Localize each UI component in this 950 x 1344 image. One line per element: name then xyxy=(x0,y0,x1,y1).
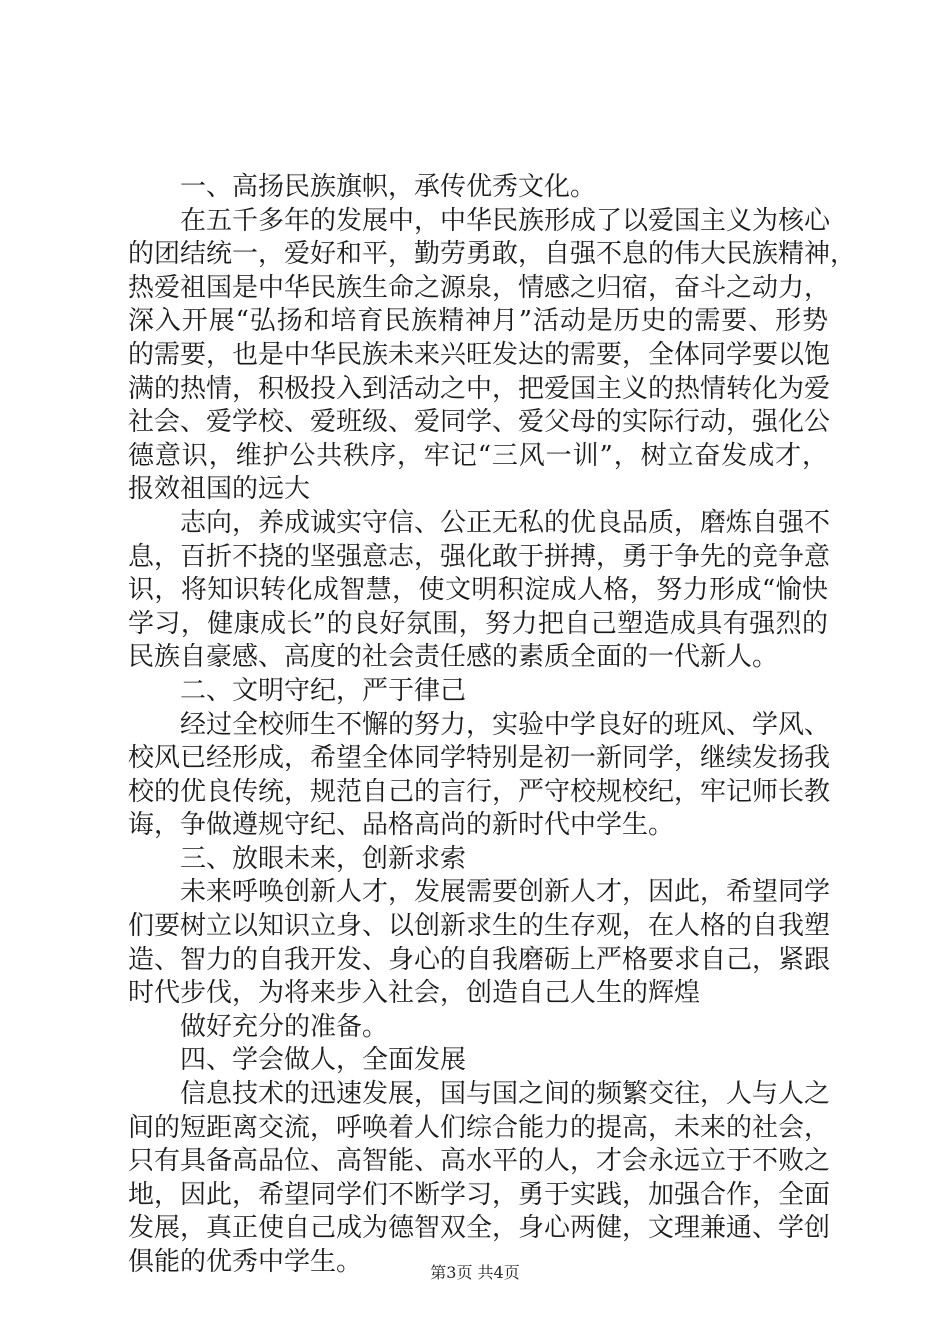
paragraph-line: 只有具备高品位、高智能、高水平的人，才会永远立于不败之 xyxy=(128,1146,831,1177)
paragraph-line: 俱能的优秀中学生。 xyxy=(128,1247,363,1277)
section-heading: 三、放眼未来，创新求索 xyxy=(180,843,467,874)
paragraph-line: 的团结统一，爱好和平，勤劳勇敢，自强不息的伟大民族精神， xyxy=(128,239,857,270)
paragraph-line: 经过全校师生不懈的努力，实验中学良好的班风、学风、 xyxy=(180,709,831,740)
paragraph-line: 识，将知识转化成智慧，使文明积淀成人格，努力形成“愉快 xyxy=(128,575,828,606)
paragraph-line: 做好充分的准备。 xyxy=(180,1011,389,1042)
paragraph-line: 校风已经形成，希望全体同学特别是初一新同学，继续发扬我 xyxy=(128,743,831,774)
page-footer: 第3页 共4页 xyxy=(430,1263,520,1282)
paragraph-line: 在五千多年的发展中，中华民族形成了以爱国主义为核心 xyxy=(180,205,831,236)
section-heading: 一、高扬民族旗帜，承传优秀文化。 xyxy=(180,172,597,202)
paragraph-line: 德意识，维护公共秩序，牢记“三风一训”，树立奋发成才， xyxy=(128,440,828,471)
paragraph-line: 报效祖国的远大 xyxy=(128,474,311,505)
paragraph-line: 学习，健康成长”的良好氛围，努力把自己塑造成具有强烈的 xyxy=(128,608,828,639)
section-heading: 二、文明守纪，严于律己 xyxy=(180,675,467,706)
paragraph-line: 的需要，也是中华民族未来兴旺发达的需要，全体同学要以饱 xyxy=(128,339,831,370)
paragraph-line: 造、智力的自我开发、身心的自我磨砺上严格要求自己，紧跟 xyxy=(128,944,831,975)
paragraph-line: 志向，养成诚实守信、公正无私的优良品质，磨炼自强不 xyxy=(180,507,831,538)
paragraph-line: 满的热情，积极投入到活动之中，把爱国主义的热情转化为爱 xyxy=(128,373,831,404)
paragraph-line: 热爱祖国是中华民族生命之源泉，情感之归宿，奋斗之动力， xyxy=(128,272,831,303)
document-body xyxy=(128,171,857,1280)
paragraph-line: 未来呼唤创新人才，发展需要创新人才，因此，希望同学 xyxy=(180,877,831,908)
paragraph-line: 社会、爱学校、爱班级、爱同学、爱父母的实际行动，强化公 xyxy=(128,407,831,438)
paragraph-line: 校的优良传统，规范自己的言行，严守校规校纪，牢记师长教 xyxy=(128,776,831,807)
paragraph-line: 深入开展“弘扬和培育民族精神月”活动是历史的需要、形势 xyxy=(128,306,828,337)
section-heading: 四、学会做人，全面发展 xyxy=(180,1045,467,1076)
paragraph-line: 间的短距离交流，呼唤着人们综合能力的提高，未来的社会， xyxy=(128,1112,831,1143)
paragraph-line: 诲，争做遵规守纪、品格高尚的新时代中学生。 xyxy=(128,810,675,841)
paragraph-line: 息，百折不挠的坚强意志，强化敢于拼搏，勇于争先的竞争意 xyxy=(128,541,831,572)
paragraph-line: 信息技术的迅速发展，国与国之间的频繁交往，人与人之 xyxy=(180,1079,831,1110)
paragraph-line: 们要树立以知识立身、以创新求生的生存观，在人格的自我塑 xyxy=(128,911,831,942)
paragraph-line: 民族自豪感、高度的社会责任感的素质全面的一代新人。 xyxy=(128,642,779,673)
paragraph-line: 发展，真正使自己成为德智双全，身心两健，文理兼通、学创 xyxy=(128,1213,831,1244)
paragraph-line: 时代步伐，为将来步入社会，创造自己人生的辉煌 xyxy=(128,978,701,1009)
paragraph-line: 地，因此，希望同学们不断学习，勇于实践，加强合作，全面 xyxy=(128,1179,831,1210)
